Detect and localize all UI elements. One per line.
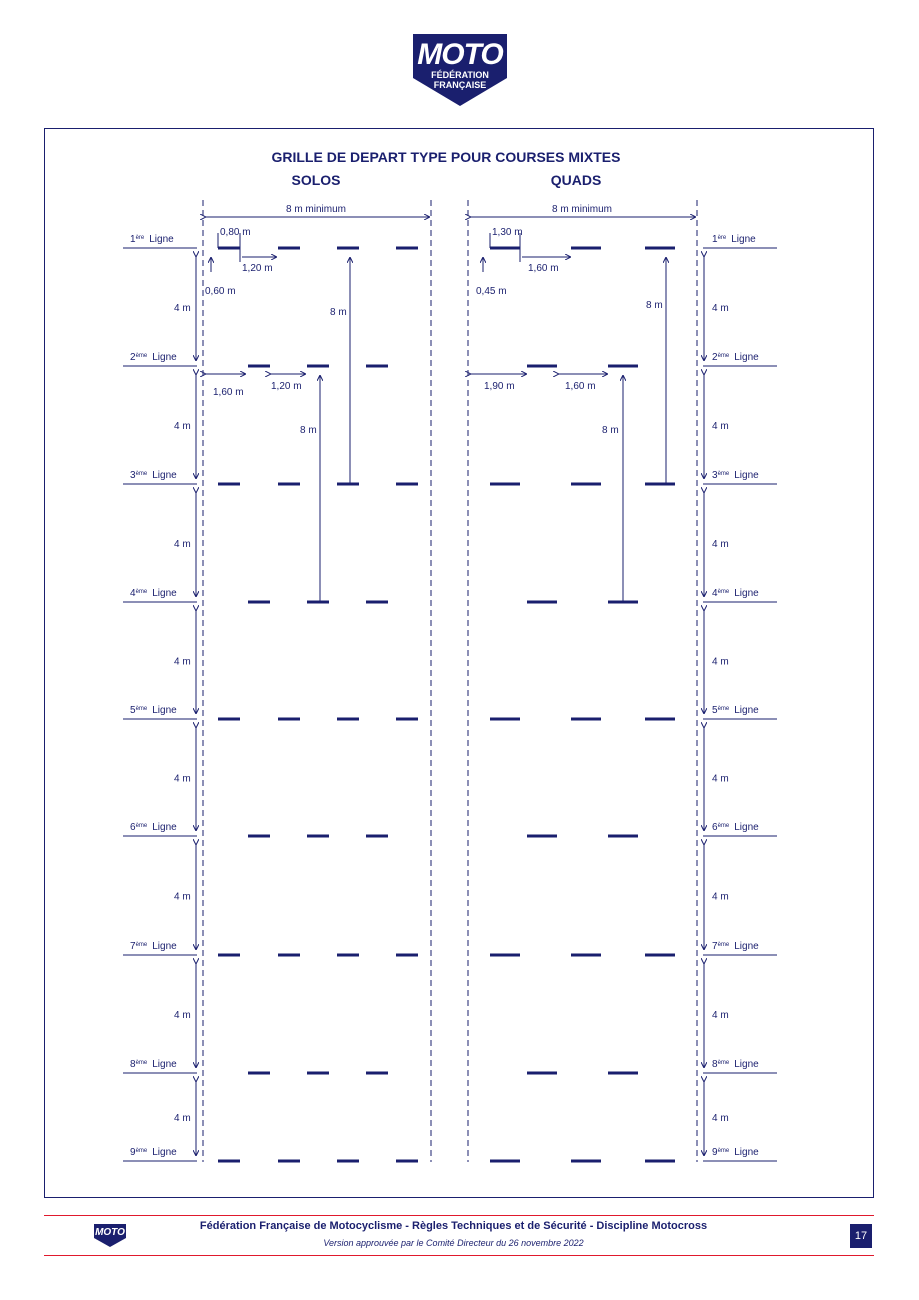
left-line-label: 8ème Ligne <box>130 1059 177 1070</box>
row-spacing-left: 4 m <box>174 1010 191 1021</box>
right-line-label: 1ère Ligne <box>712 234 756 245</box>
quads-row2-offset: 1,90 m <box>484 381 515 392</box>
right-line-label: 9ème Ligne <box>712 1147 759 1158</box>
grid-row <box>123 470 777 484</box>
right-line-label: 3ème Ligne <box>712 470 759 481</box>
row-spacing <box>174 1081 729 1155</box>
row-spacing-right: 4 m <box>712 891 729 903</box>
row-spacing-right: 4 m <box>712 773 729 785</box>
left-line-label: 9ème Ligne <box>130 1147 177 1158</box>
solos-heading: SOLOS <box>291 172 341 188</box>
grid-rows <box>123 234 777 1161</box>
solos-spacing-1: 8 m <box>330 307 347 318</box>
row-spacing-left: 4 m <box>174 656 191 668</box>
quads-depth-offset: 0,45 m <box>476 286 507 297</box>
row-spacing-right: 4 m <box>712 1010 729 1021</box>
logo-line2: FRANÇAISE <box>433 80 487 90</box>
grid-row <box>123 1147 777 1161</box>
row-spacing-right: 4 m <box>712 421 729 432</box>
row-spacing <box>174 610 729 713</box>
page-number: 17 <box>850 1224 872 1248</box>
row-spacing-right: 4 m <box>712 303 729 314</box>
solos-row2-gap: 1,20 m <box>271 381 302 392</box>
footer-rule-bottom <box>44 1255 874 1256</box>
left-line-label: 5ème Ligne <box>130 705 177 716</box>
row-spacing-right: 4 m <box>712 656 729 668</box>
quads-row2-gap: 1,60 m <box>565 381 596 392</box>
left-line-label: 3ème Ligne <box>130 470 177 481</box>
quads-lateral-gap: 1,60 m <box>528 263 559 274</box>
row-spacing-left: 4 m <box>174 539 191 550</box>
grid-row <box>123 588 777 602</box>
row-spacing-left: 4 m <box>174 1113 191 1124</box>
grid-row <box>123 941 777 955</box>
footer-version: Version approuvée par le Comité Directeur du 26 novembre 2022 <box>323 1238 584 1248</box>
logo-word: MOTO <box>417 38 503 71</box>
row-spacing <box>174 492 729 596</box>
row-spacing-left: 4 m <box>174 303 191 314</box>
quads-spacing-1: 8 m <box>646 300 663 311</box>
grid-row <box>123 705 777 719</box>
left-line-label: 4ème Ligne <box>130 588 177 599</box>
solos-depth-offset: 0,60 m <box>205 286 236 297</box>
row-spacing-left: 4 m <box>174 891 191 903</box>
diagram-title: GRILLE DE DEPART TYPE POUR COURSES MIXTES <box>271 149 621 165</box>
footer-title: Fédération Française de Motocyclisme - Règles Techniques et de Sécurité - Discipline Motocross <box>199 1220 708 1232</box>
right-line-label: 6ème Ligne <box>712 822 759 833</box>
quads-width-gap: 1,30 m <box>492 227 523 238</box>
quads-width-label: 8 m minimum <box>551 204 613 215</box>
row-spacing <box>174 963 729 1067</box>
solos-row2-offset: 1,60 m <box>213 387 244 398</box>
solos-width-gap: 0,80 m <box>220 227 251 238</box>
row-spacing <box>174 727 729 830</box>
grid-row <box>123 1059 777 1073</box>
left-line-label: 1ère Ligne <box>130 234 174 245</box>
solos-lateral-gap: 1,20 m <box>242 263 273 274</box>
footer-logo-word: MOTO <box>95 1227 125 1238</box>
row-spacing-right: 4 m <box>712 539 729 550</box>
track-edges <box>203 200 697 1162</box>
quads-spacing-2: 8 m <box>602 425 619 436</box>
right-line-label: 2ème Ligne <box>712 352 759 363</box>
logo-line1: FÉDÉRATION <box>431 70 489 80</box>
row-spacing-left: 4 m <box>174 773 191 785</box>
left-line-label: 7ème Ligne <box>130 941 177 952</box>
grid-row <box>123 822 777 836</box>
right-line-label: 5ème Ligne <box>712 705 759 716</box>
quads-heading: QUADS <box>550 172 602 188</box>
row-spacing <box>174 844 729 949</box>
footer-rule-top <box>44 1215 874 1216</box>
right-line-label: 7ème Ligne <box>712 941 759 952</box>
left-line-label: 6ème Ligne <box>130 822 177 833</box>
left-line-label: 2ème Ligne <box>130 352 177 363</box>
row-spacing-left: 4 m <box>174 421 191 432</box>
solos-width-label: 8 m minimum <box>285 204 347 215</box>
right-line-label: 4ème Ligne <box>712 588 759 599</box>
solos-spacing-2: 8 m <box>300 425 317 436</box>
grid-row <box>123 352 777 366</box>
row-spacing <box>174 374 729 478</box>
row-spacing-right: 4 m <box>712 1113 729 1124</box>
right-line-label: 8ème Ligne <box>712 1059 759 1070</box>
